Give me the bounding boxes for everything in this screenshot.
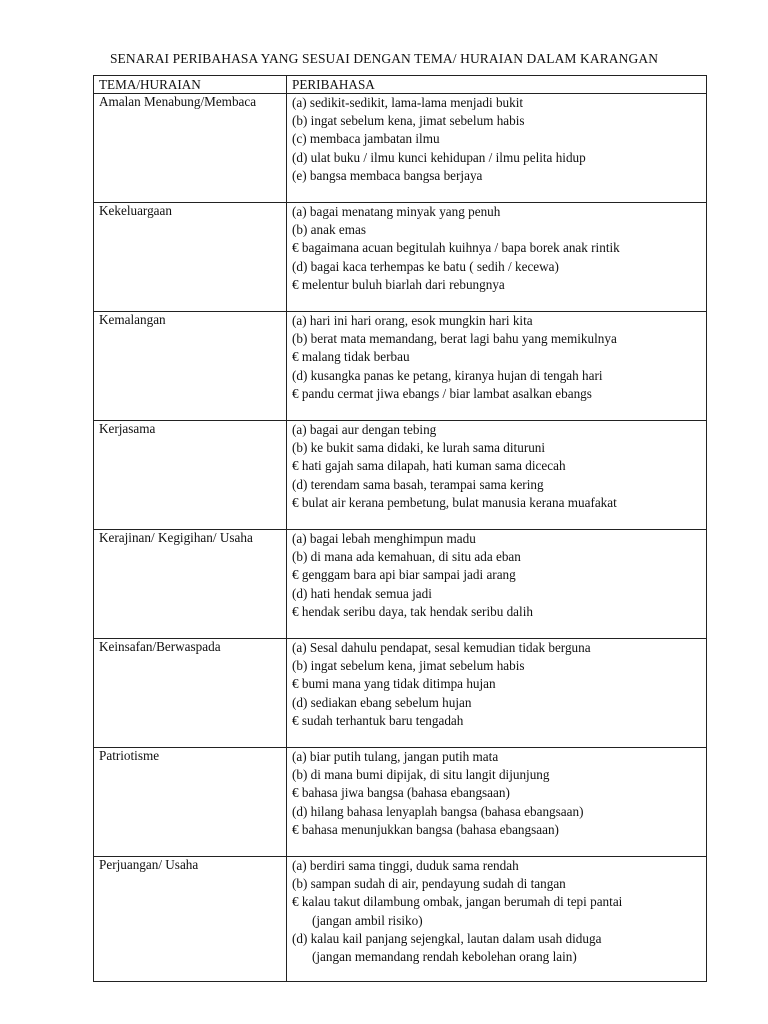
proverb-line: (d) hati hendak semua jadi	[292, 585, 432, 601]
proverb-line: € hati gajah sama dilapah, hati kuman sama dicecah	[292, 458, 566, 474]
proverb-line: € sudah terhantuk baru tengadah	[292, 712, 464, 728]
proverb-line: (d) sediakan ebang sebelum hujan	[292, 694, 472, 710]
proverb-cell	[287, 421, 707, 530]
proverb-line: (c) membaca jambatan ilmu	[292, 131, 440, 147]
proverb-cell	[287, 639, 707, 748]
proverb-line: (a) sedikit-sedikit, lama-lama menjadi bukit	[292, 95, 524, 110]
table-row-kerajinan	[94, 530, 707, 639]
proverb-line: (d) kusangka panas ke petang, kiranya hujan di tengah hari	[292, 367, 603, 383]
proverb-line: (b) ingat sebelum kena, jimat sebelum habis	[292, 113, 525, 129]
proverb-line: € hendak seribu daya, tak hendak seribu dalih	[292, 603, 533, 619]
proverb-line: € bahasa menunjukkan bangsa (bahasa ebangsaan)	[292, 821, 559, 837]
proverb-line: (a) bagai lebah menghimpun madu	[292, 531, 476, 546]
proverb-cell	[287, 203, 707, 312]
theme-cell: Kemalangan	[94, 312, 287, 421]
table-row-kerjasama	[94, 421, 707, 530]
proverb-cell	[287, 530, 707, 639]
theme-cell: Kerajinan/ Kegigihan/ Usaha	[94, 530, 287, 639]
proverb-table	[93, 75, 707, 982]
proverb-cell	[287, 748, 707, 857]
proverb-line: (a) hari ini hari orang, esok mungkin hari kita	[292, 313, 533, 328]
proverb-cell	[287, 857, 707, 982]
proverb-line: (d) hilang bahasa lenyaplah bangsa (bahasa ebangsaan)	[292, 803, 584, 819]
proverb-line: (a) biar putih tulang, jangan putih mata	[292, 749, 499, 764]
proverb-line: (a) Sesal dahulu pendapat, sesal kemudian tidak berguna	[292, 640, 591, 655]
proverb-line-continuation: (jangan memandang rendah kebolehan orang lain)	[312, 949, 577, 965]
proverb-cell	[287, 94, 707, 203]
proverb-line: € pandu cermat jiwa ebangs / biar lambat asalkan ebangs	[292, 385, 592, 401]
proverb-line: (d) ulat buku / ilmu kunci kehidupan / ilmu pelita hidup	[292, 149, 586, 165]
proverb-line: (b) anak emas	[292, 222, 366, 238]
proverb-line: (b) di mana ada kemahuan, di situ ada eban	[292, 549, 521, 565]
theme-cell: Perjuangan/ Usaha	[94, 857, 287, 982]
proverb-line: (d) terendam sama basah, terampai sama kering	[292, 476, 544, 492]
proverb-line: (d) kalau kail panjang sejengkal, lautan dalam usah diduga	[292, 930, 602, 946]
proverb-line: (b) ingat sebelum kena, jimat sebelum habis	[292, 658, 525, 674]
proverb-line: € melentur buluh biarlah dari rebungnya	[292, 276, 505, 292]
theme-cell: Amalan Menabung/Membaca	[94, 94, 287, 203]
proverb-line: € bulat air kerana pembetung, bulat manusia kerana muafakat	[292, 494, 617, 510]
proverb-column-header: PERIBAHASA	[287, 76, 707, 94]
proverb-line: (b) di mana bumi dipijak, di situ langit dijunjung	[292, 767, 550, 783]
theme-cell: Kerjasama	[94, 421, 287, 530]
table-header-row	[94, 76, 707, 94]
proverb-line: (b) sampan sudah di air, pendayung sudah di tangan	[292, 876, 566, 892]
proverb-line: (a) berdiri sama tinggi, duduk sama rendah	[292, 858, 519, 873]
table-row-kemalangan	[94, 312, 707, 421]
proverb-line: € bahasa jiwa bangsa (bahasa ebangsaan)	[292, 785, 510, 801]
proverb-line: (a) bagai aur dengan tebing	[292, 422, 437, 437]
proverb-line-continuation: (jangan ambil risiko)	[312, 912, 423, 928]
table-row-amalan-menabung	[94, 94, 707, 203]
table-row-perjuangan	[94, 857, 707, 982]
table-row-patriotisme	[94, 748, 707, 857]
proverb-line: € bumi mana yang tidak ditimpa hujan	[292, 676, 496, 692]
page-title: SENARAI PERIBAHASA YANG SESUAI DENGAN TEMA/ HURAIAN DALAM KARANGAN	[109, 51, 659, 66]
theme-column-header: TEMA/HURAIAN	[94, 76, 287, 94]
proverb-line: (e) bangsa membaca bangsa berjaya	[292, 167, 483, 183]
theme-cell: Patriotisme	[94, 748, 287, 857]
proverb-line: € bagaimana acuan begitulah kuihnya / bapa borek anak rintik	[292, 240, 620, 256]
table-row-keinsafan	[94, 639, 707, 748]
proverb-line: € genggam bara api biar sampai jadi arang	[292, 567, 516, 583]
proverb-line: (d) bagai kaca terhempas ke batu ( sedih / kecewa)	[292, 258, 559, 274]
proverb-line: (a) bagai menatang minyak yang penuh	[292, 204, 501, 219]
theme-cell: Keinsafan/Berwaspada	[94, 639, 287, 748]
proverb-line: (b) berat mata memandang, berat lagi bahu yang memikulnya	[292, 331, 617, 347]
theme-cell: Kekeluargaan	[94, 203, 287, 312]
table-row-kekeluargaan	[94, 203, 707, 312]
proverb-line: € kalau takut dilambung ombak, jangan berumah di tepi pantai	[292, 894, 623, 910]
proverb-cell	[287, 312, 707, 421]
proverb-line: € malang tidak berbau	[292, 349, 410, 365]
proverb-line: (b) ke bukit sama didaki, ke lurah sama dituruni	[292, 440, 546, 456]
